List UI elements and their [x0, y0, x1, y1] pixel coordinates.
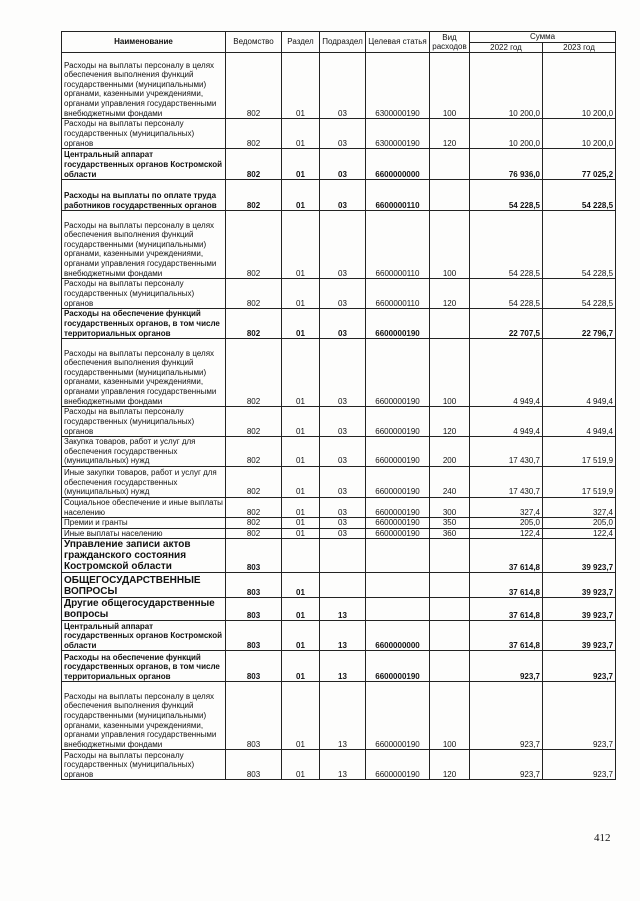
row-sum-2023: 22 796,7	[543, 309, 616, 339]
table-row	[62, 309, 616, 339]
row-vid	[430, 573, 470, 598]
row-podrazdel: 03	[320, 279, 366, 309]
header-year-2022: 2022 год	[470, 42, 543, 53]
row-sum-2022: 54 228,5	[470, 279, 543, 309]
page-number: 412	[594, 832, 611, 844]
row-podrazdel: 03	[320, 528, 366, 539]
row-sum-2022: 37 614,8	[470, 621, 543, 651]
row-vid: 120	[430, 119, 470, 149]
row-name: Центральный аппарат государственных органов Костромской области	[62, 621, 226, 651]
row-target	[366, 573, 430, 598]
row-razdel: 01	[282, 466, 320, 497]
row-vedomstvo: 802	[226, 437, 282, 467]
table-row	[62, 528, 616, 539]
header-vedomstvo: Ведомство	[226, 32, 282, 53]
row-sum-2023: 923,7	[543, 750, 616, 780]
row-sum-2022: 10 200,0	[470, 53, 543, 119]
row-sum-2023: 54 228,5	[543, 211, 616, 279]
table-row	[62, 339, 616, 407]
row-sum-2023: 54 228,5	[543, 180, 616, 211]
row-razdel: 01	[282, 211, 320, 279]
row-vid: 100	[430, 211, 470, 279]
table-row	[62, 119, 616, 149]
row-sum-2023: 39 923,7	[543, 598, 616, 621]
row-podrazdel: 03	[320, 407, 366, 437]
row-razdel: 01	[282, 53, 320, 119]
row-name: Расходы на выплаты персоналу в целях обеспечения выполнения функций государственными (муниципальными) органами, казенными учреждениями, органами управления государственными внебюджетными фондами	[62, 339, 226, 407]
table-row	[62, 573, 616, 598]
row-sum-2023: 923,7	[543, 682, 616, 750]
row-sum-2023: 39 923,7	[543, 573, 616, 598]
table-row	[62, 518, 616, 529]
row-target: 6600000110	[366, 279, 430, 309]
row-target: 6300000190	[366, 119, 430, 149]
row-podrazdel: 03	[320, 466, 366, 497]
row-name: ОБЩЕГОСУДАРСТВЕННЫЕ ВОПРОСЫ	[62, 573, 226, 598]
row-vedomstvo: 802	[226, 407, 282, 437]
row-podrazdel: 03	[320, 437, 366, 467]
row-name: Центральный аппарат государственных органов Костромской области	[62, 149, 226, 180]
row-sum-2022: 17 430,7	[470, 466, 543, 497]
row-sum-2023: 39 923,7	[543, 621, 616, 651]
row-vedomstvo: 802	[226, 518, 282, 529]
row-name: Расходы на обеспечение функций государственных органов, в том числе территориальных органов	[62, 651, 226, 682]
row-podrazdel: 03	[320, 497, 366, 517]
table-row	[62, 466, 616, 497]
row-podrazdel: 13	[320, 682, 366, 750]
row-sum-2022: 76 936,0	[470, 149, 543, 180]
row-vedomstvo: 803	[226, 539, 282, 573]
row-sum-2022: 327,4	[470, 497, 543, 517]
budget-table	[61, 31, 616, 780]
row-vid	[430, 309, 470, 339]
row-razdel: 01	[282, 497, 320, 517]
row-vedomstvo: 803	[226, 750, 282, 780]
row-razdel: 01	[282, 180, 320, 211]
row-podrazdel: 03	[320, 180, 366, 211]
row-razdel	[282, 539, 320, 573]
row-sum-2023: 39 923,7	[543, 539, 616, 573]
row-podrazdel: 13	[320, 750, 366, 780]
row-podrazdel: 03	[320, 211, 366, 279]
row-vedomstvo: 802	[226, 309, 282, 339]
row-sum-2023: 923,7	[543, 651, 616, 682]
row-vid	[430, 149, 470, 180]
row-target	[366, 598, 430, 621]
header-summa: Сумма	[470, 32, 616, 43]
row-vedomstvo: 802	[226, 180, 282, 211]
row-sum-2022: 37 614,8	[470, 573, 543, 598]
row-sum-2022: 54 228,5	[470, 211, 543, 279]
row-sum-2022: 923,7	[470, 651, 543, 682]
table-row	[62, 407, 616, 437]
row-name: Расходы на выплаты персоналу государственных (муниципальных) органов	[62, 407, 226, 437]
row-podrazdel: 03	[320, 119, 366, 149]
row-vedomstvo: 802	[226, 211, 282, 279]
row-vedomstvo: 802	[226, 279, 282, 309]
row-target: 6600000190	[366, 528, 430, 539]
row-podrazdel: 03	[320, 518, 366, 529]
row-sum-2023: 10 200,0	[543, 53, 616, 119]
row-sum-2023: 122,4	[543, 528, 616, 539]
row-name: Расходы на выплаты персоналу государственных (муниципальных) органов	[62, 119, 226, 149]
row-target: 6600000190	[366, 437, 430, 467]
row-vid	[430, 598, 470, 621]
row-razdel: 01	[282, 437, 320, 467]
table-row	[62, 180, 616, 211]
row-sum-2022: 54 228,5	[470, 180, 543, 211]
table-row	[62, 621, 616, 651]
row-sum-2023: 10 200,0	[543, 119, 616, 149]
row-vedomstvo: 803	[226, 682, 282, 750]
row-vid: 120	[430, 750, 470, 780]
row-podrazdel: 13	[320, 621, 366, 651]
row-name: Социальное обеспечение и иные выплаты населению	[62, 497, 226, 517]
row-vedomstvo: 803	[226, 621, 282, 651]
row-razdel: 01	[282, 682, 320, 750]
row-sum-2023: 4 949,4	[543, 407, 616, 437]
row-vedomstvo: 803	[226, 573, 282, 598]
table-row	[62, 598, 616, 621]
row-name: Расходы на выплаты по оплате труда работников государственных органов	[62, 180, 226, 211]
row-name: Расходы на выплаты персоналу в целях обеспечения выполнения функций государственными (муниципальными) органами, казенными учреждениями, органами управления государственными внебюджетными фондами	[62, 211, 226, 279]
row-vid: 240	[430, 466, 470, 497]
row-sum-2022: 4 949,4	[470, 339, 543, 407]
row-sum-2023: 77 025,2	[543, 149, 616, 180]
row-razdel: 01	[282, 119, 320, 149]
row-vid: 100	[430, 339, 470, 407]
table-row	[62, 279, 616, 309]
table-row	[62, 651, 616, 682]
row-vedomstvo: 802	[226, 149, 282, 180]
table-row	[62, 539, 616, 573]
row-sum-2023: 17 519,9	[543, 437, 616, 467]
row-sum-2022: 923,7	[470, 682, 543, 750]
row-target: 6600000000	[366, 149, 430, 180]
row-sum-2022: 4 949,4	[470, 407, 543, 437]
table-body	[62, 53, 616, 780]
row-podrazdel	[320, 573, 366, 598]
row-target: 6600000190	[366, 339, 430, 407]
header-podrazdel: Подраздел	[320, 32, 366, 53]
row-podrazdel: 03	[320, 53, 366, 119]
row-sum-2022: 205,0	[470, 518, 543, 529]
row-razdel: 01	[282, 573, 320, 598]
row-target: 6300000190	[366, 53, 430, 119]
row-vid: 200	[430, 437, 470, 467]
row-sum-2023: 327,4	[543, 497, 616, 517]
row-vid: 100	[430, 682, 470, 750]
row-vid: 360	[430, 528, 470, 539]
header-vid: Вид расходов	[430, 32, 470, 53]
row-name: Расходы на выплаты персоналу в целях обеспечения выполнения функций государственными (муниципальными) органами, казенными учреждениями, органами управления государственными внебюджетными фондами	[62, 682, 226, 750]
row-target: 6600000190	[366, 682, 430, 750]
row-razdel: 01	[282, 279, 320, 309]
row-sum-2022: 37 614,8	[470, 598, 543, 621]
table-row	[62, 211, 616, 279]
table-row	[62, 750, 616, 780]
row-vedomstvo: 802	[226, 497, 282, 517]
row-podrazdel: 03	[320, 309, 366, 339]
row-name: Расходы на выплаты персоналу государственных (муниципальных) органов	[62, 279, 226, 309]
row-vedomstvo: 802	[226, 119, 282, 149]
table-row	[62, 682, 616, 750]
row-target: 6600000190	[366, 407, 430, 437]
row-vedomstvo: 803	[226, 598, 282, 621]
row-name: Расходы на выплаты персоналу в целях обеспечения выполнения функций государственными (муниципальными) органами, казенными учреждениями, органами управления государственными внебюджетными фондами	[62, 53, 226, 119]
row-podrazdel: 13	[320, 598, 366, 621]
row-razdel: 01	[282, 407, 320, 437]
row-vedomstvo: 802	[226, 466, 282, 497]
row-vid	[430, 180, 470, 211]
row-vid: 120	[430, 407, 470, 437]
row-sum-2023: 205,0	[543, 518, 616, 529]
row-razdel: 01	[282, 651, 320, 682]
row-target: 6600000190	[366, 466, 430, 497]
row-vid: 350	[430, 518, 470, 529]
row-target: 6600000110	[366, 180, 430, 211]
header-name: Наименование	[62, 32, 226, 53]
row-target: 6600000190	[366, 750, 430, 780]
row-vid: 100	[430, 53, 470, 119]
row-name: Расходы на обеспечение функций государственных органов, в том числе территориальных органов	[62, 309, 226, 339]
row-podrazdel: 03	[320, 149, 366, 180]
row-vid: 300	[430, 497, 470, 517]
row-target: 6600000110	[366, 211, 430, 279]
row-vedomstvo: 802	[226, 528, 282, 539]
row-razdel: 01	[282, 149, 320, 180]
row-name: Иные закупки товаров, работ и услуг для обеспечения государственных (муниципальных) нужд	[62, 466, 226, 497]
row-podrazdel: 03	[320, 339, 366, 407]
row-name: Иные выплаты населению	[62, 528, 226, 539]
header-target: Целевая статья	[366, 32, 430, 53]
table-row	[62, 53, 616, 119]
row-razdel: 01	[282, 598, 320, 621]
row-sum-2022: 10 200,0	[470, 119, 543, 149]
row-razdel: 01	[282, 309, 320, 339]
row-razdel: 01	[282, 750, 320, 780]
row-name: Управление записи актов гражданского состояния Костромской области	[62, 539, 226, 573]
header-razdel: Раздел	[282, 32, 320, 53]
row-sum-2022: 17 430,7	[470, 437, 543, 467]
table-row	[62, 497, 616, 517]
row-razdel: 01	[282, 518, 320, 529]
row-name: Премии и гранты	[62, 518, 226, 529]
row-vedomstvo: 803	[226, 651, 282, 682]
row-target: 6600000190	[366, 518, 430, 529]
row-vid: 120	[430, 279, 470, 309]
row-vid	[430, 621, 470, 651]
row-sum-2022: 37 614,8	[470, 539, 543, 573]
header-year-2023: 2023 год	[543, 42, 616, 53]
row-name: Расходы на выплаты персоналу государственных (муниципальных) органов	[62, 750, 226, 780]
row-podrazdel: 13	[320, 651, 366, 682]
row-sum-2022: 22 707,5	[470, 309, 543, 339]
row-razdel: 01	[282, 621, 320, 651]
row-vid	[430, 651, 470, 682]
row-name: Другие общегосударственные вопросы	[62, 598, 226, 621]
row-target: 6600000190	[366, 651, 430, 682]
row-sum-2023: 54 228,5	[543, 279, 616, 309]
row-target: 6600000190	[366, 497, 430, 517]
table-row	[62, 437, 616, 467]
row-sum-2022: 122,4	[470, 528, 543, 539]
row-razdel: 01	[282, 339, 320, 407]
row-vedomstvo: 802	[226, 339, 282, 407]
row-razdel: 01	[282, 528, 320, 539]
table-row	[62, 149, 616, 180]
row-podrazdel	[320, 539, 366, 573]
row-target: 6600000000	[366, 621, 430, 651]
row-vid	[430, 539, 470, 573]
row-sum-2023: 17 519,9	[543, 466, 616, 497]
row-vedomstvo: 802	[226, 53, 282, 119]
row-target	[366, 539, 430, 573]
row-name: Закупка товаров, работ и услуг для обеспечения государственных (муниципальных) нужд	[62, 437, 226, 467]
row-target: 6600000190	[366, 309, 430, 339]
row-sum-2023: 4 949,4	[543, 339, 616, 407]
row-sum-2022: 923,7	[470, 750, 543, 780]
